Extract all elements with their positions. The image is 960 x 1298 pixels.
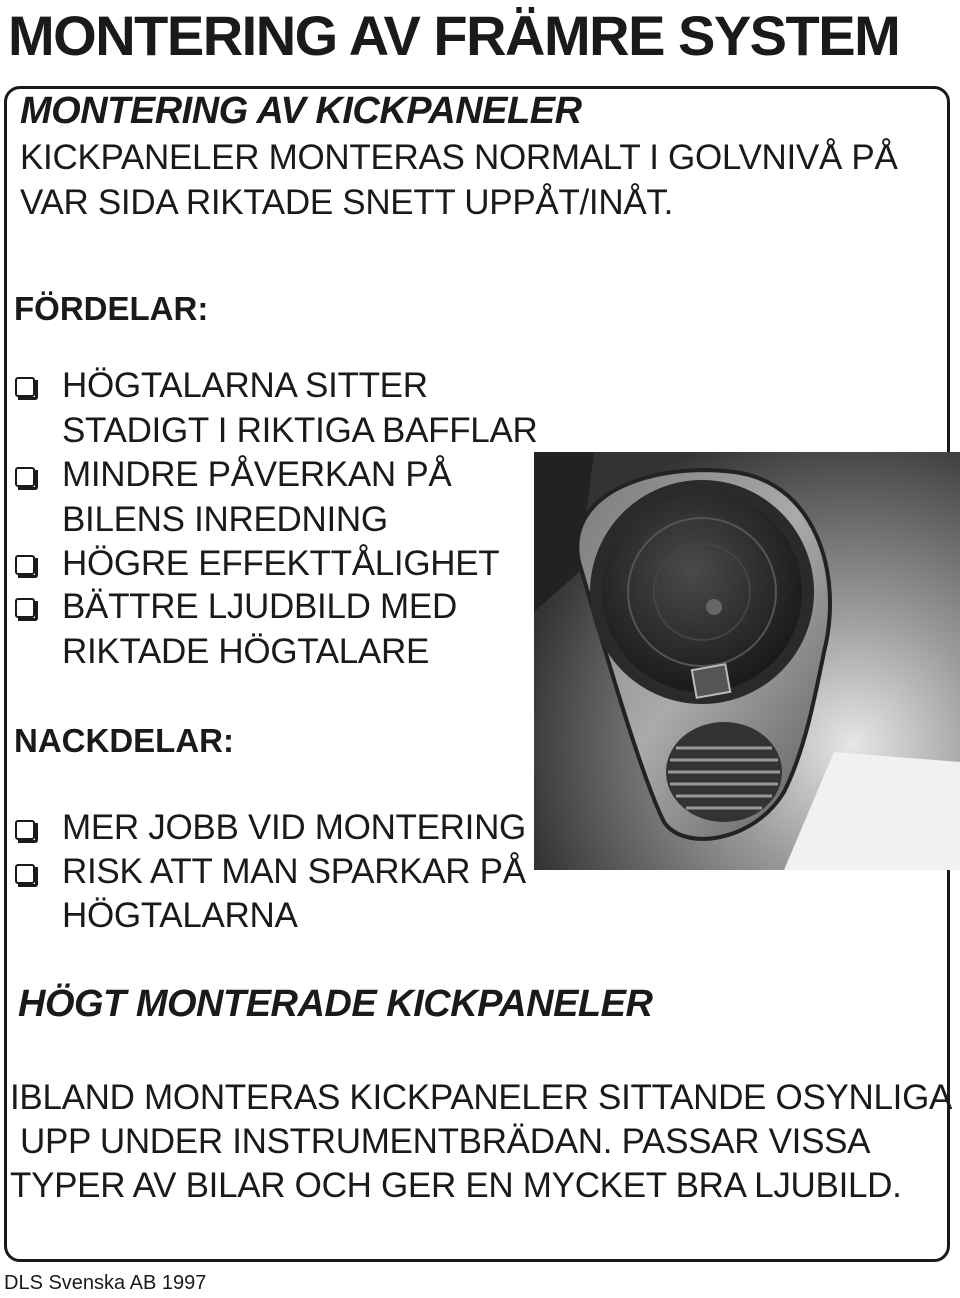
advantage-3-line-1: HÖGRE EFFEKTTÅLIGHET [62, 544, 500, 583]
intro-line-2: VAR SIDA RIKTADE SNETT UPPÅT/INÅT. [20, 183, 673, 222]
disadvantage-2-line-2: HÖGTALARNA [62, 896, 298, 935]
page-title: MONTERING AV FRÄMRE SYSTEM [8, 4, 900, 67]
checkbox-icon [15, 467, 35, 487]
advantages-heading: FÖRDELAR: [14, 290, 209, 327]
intro-line-1: KICKPANELER MONTERAS NORMALT I GOLVNIVÅ PÅ [20, 138, 898, 177]
advantage-4-line-1: BÄTTRE LJUDBILD MED [62, 587, 457, 626]
checkbox-icon [15, 598, 35, 618]
checkbox-icon [15, 864, 35, 884]
footer-copyright: DLS Svenska AB 1997 [4, 1272, 207, 1294]
checkbox-icon [15, 555, 35, 575]
advantage-2-line-2: BILENS INREDNING [62, 500, 388, 539]
advantage-1-line-1: HÖGTALARNA SITTER [62, 366, 428, 405]
high-mounted-heading: HÖGT MONTERADE KICKPANELER [18, 983, 653, 1025]
high-body-line-3: TYPER AV BILAR OCH GER EN MYCKET BRA LJUBILD. [10, 1166, 902, 1205]
advantage-1-line-2: STADIGT I RIKTIGA BAFFLAR [62, 411, 538, 450]
disadvantages-heading: NACKDELAR: [14, 722, 234, 759]
kickpanel-speaker-photo [534, 452, 960, 870]
advantage-4-line-2: RIKTADE HÖGTALARE [62, 632, 429, 671]
high-body-line-1: IBLAND MONTERAS KICKPANELER SITTANDE OSYNLIGA [10, 1078, 953, 1117]
advantage-2-line-1: MINDRE PÅVERKAN PÅ [62, 455, 452, 494]
checkbox-icon [15, 820, 35, 840]
disadvantage-1-line-1: MER JOBB VID MONTERING [62, 808, 526, 847]
disadvantage-2-line-1: RISK ATT MAN SPARKAR PÅ [62, 852, 526, 891]
kickpanel-heading: MONTERING AV KICKPANELER [20, 90, 582, 132]
checkbox-icon [15, 377, 35, 397]
high-body-line-2: UPP UNDER INSTRUMENTBRÄDAN. PASSAR VISSA [20, 1122, 871, 1161]
